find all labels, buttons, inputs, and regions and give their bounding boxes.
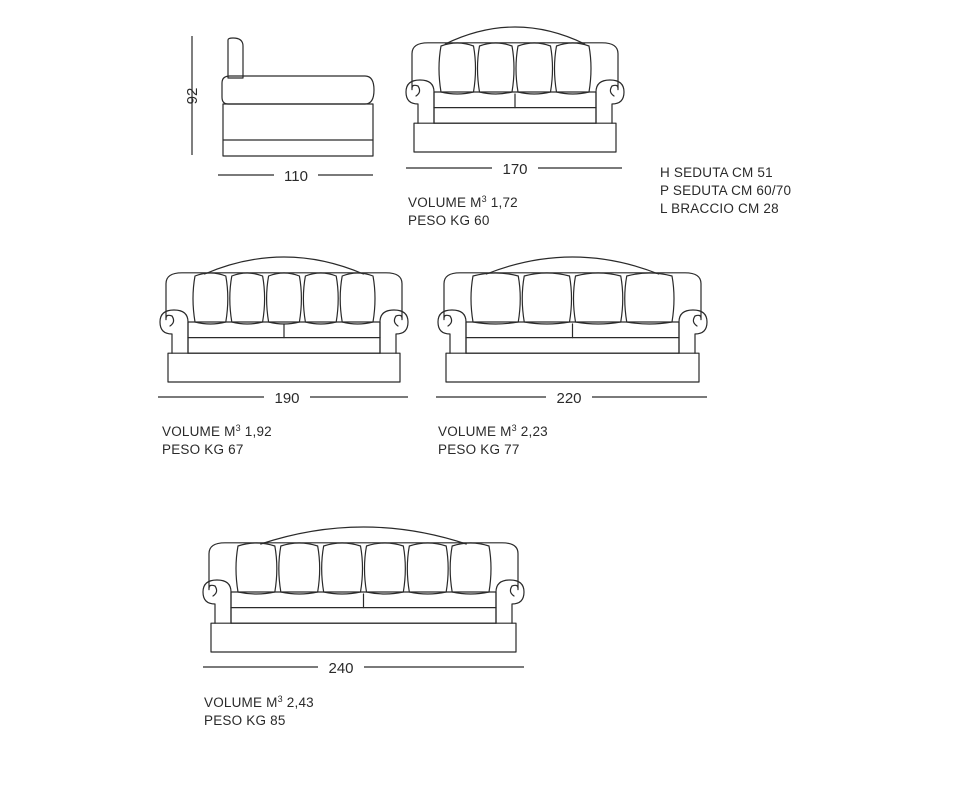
skirt: [168, 353, 400, 382]
width-label-220: 220: [556, 390, 582, 407]
skirt: [211, 623, 516, 652]
volume-220: VOLUME $M^3$ 2,23: [438, 423, 548, 439]
depth-label: 110: [284, 168, 308, 185]
height-label: 92: [184, 87, 201, 105]
weight-170: PESO KG 60: [408, 213, 490, 228]
left-arm-scroll: [444, 315, 452, 326]
back-cushion: [230, 273, 265, 324]
right-arm: [679, 310, 707, 353]
seat-depth-spec: P SEDUTA CM 60/70: [660, 183, 792, 198]
back-cushion: [471, 273, 520, 324]
back-cushion: [439, 43, 476, 94]
back-cushion: [522, 273, 571, 324]
back-arch: [205, 257, 364, 274]
back-frame: [166, 273, 402, 320]
volume-170: VOLUME $M^3$ 1,72: [408, 194, 518, 210]
arm-width-spec: L BRACCIO CM 28: [660, 201, 779, 216]
right-arm: [380, 310, 408, 353]
right-arm-scroll: [693, 315, 701, 326]
left-arm: [203, 580, 231, 623]
back-cushion: [574, 273, 623, 324]
back-cushion: [625, 273, 674, 324]
volume-240: VOLUME $M^3$ 2,43: [204, 694, 314, 710]
left-arm-scroll: [209, 585, 217, 596]
right-arm-scroll: [610, 85, 618, 96]
weight-220: PESO KG 77: [438, 442, 520, 457]
width-label-190: 190: [274, 390, 300, 407]
sofa-190-front-view: [160, 257, 408, 382]
specs-170: [408, 190, 518, 230]
skirt: [414, 123, 616, 152]
width-label-170: 170: [502, 161, 528, 178]
right-arm: [596, 80, 624, 123]
back-cushion: [555, 43, 592, 94]
back-cushion: [478, 43, 515, 94]
skirt: [446, 353, 699, 382]
specs-220: [438, 419, 548, 459]
left-arm: [438, 310, 466, 353]
back-cushion: [236, 543, 277, 594]
back-cushion: [322, 543, 363, 594]
back-cushion: [516, 43, 553, 94]
left-arm: [406, 80, 434, 123]
back-cushion: [407, 543, 448, 594]
back-cushion: [340, 273, 375, 324]
sofa-220-front-view: [438, 257, 707, 382]
left-arm-scroll: [412, 85, 420, 96]
sofa-170-front-view: [406, 27, 624, 152]
back-cushion: [193, 273, 228, 324]
back-cushion: [279, 543, 320, 594]
back-frame: [444, 273, 701, 320]
left-arm: [160, 310, 188, 353]
right-arm-scroll: [510, 585, 518, 596]
back-cushion: [267, 273, 302, 324]
width-label-240: 240: [328, 660, 354, 677]
back-cushion: [450, 543, 491, 594]
seat-height-spec: H SEDUTA CM 51: [660, 165, 773, 180]
back-arch: [261, 527, 466, 544]
back-cushion: [365, 543, 406, 594]
volume-190: VOLUME $M^3$ 1,92: [162, 423, 272, 439]
right-arm-scroll: [394, 315, 402, 326]
specs-190: [162, 419, 272, 459]
seat-specs: [660, 164, 791, 218]
back-frame: [412, 43, 618, 90]
back-arch: [445, 27, 585, 44]
weight-240: PESO KG 85: [204, 713, 286, 728]
sofa-240-front-view: [203, 527, 524, 652]
back-frame: [209, 543, 518, 590]
left-arm-scroll: [166, 315, 174, 326]
right-arm: [496, 580, 524, 623]
specs-240: [204, 690, 314, 730]
back-arch: [486, 257, 658, 274]
sofa-side-view: [222, 38, 374, 156]
weight-190: PESO KG 67: [162, 442, 244, 457]
back-cushion: [303, 273, 338, 324]
